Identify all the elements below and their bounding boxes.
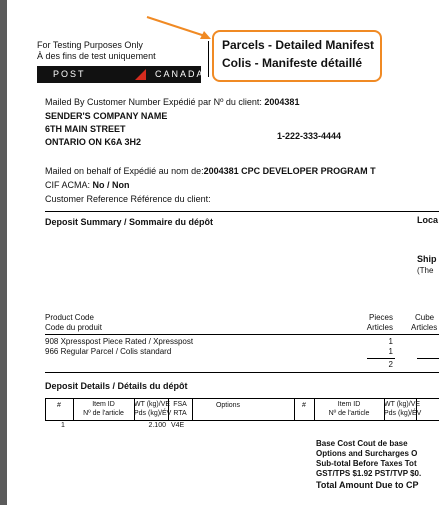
totals-subtotal: Sub-total Before Taxes Tot: [316, 459, 417, 468]
deposit-details-title: Deposit Details / Détails du dépôt: [45, 381, 188, 391]
totals-options: Options and Surcharges O: [316, 449, 418, 458]
sender-street: 6TH MAIN STREET: [45, 124, 126, 134]
details-col-wt-fr-2: Pds (kg)/ÉV: [384, 410, 422, 417]
totals-amount-due: Total Amount Due to CP: [316, 480, 419, 490]
sender-city: ONTARIO ON K6A 3H2: [45, 137, 142, 147]
summary-row-code: 966 Regular Parcel / Colis standard: [45, 347, 172, 356]
summary-total-pieces: 2: [388, 360, 393, 369]
title-fr: Colis - Manifeste détaillé: [222, 56, 363, 70]
logo-text-left: POST: [53, 69, 86, 79]
pieces-total-rule: [367, 358, 395, 359]
col-pieces-en: Pieces: [368, 313, 393, 322]
title-en: Parcels - Detailed Manifest: [222, 38, 375, 52]
details-header-bottom-rule: [45, 420, 439, 421]
testing-notice-fr: À des fins de test uniquement: [37, 51, 156, 61]
details-col-num: #: [57, 402, 61, 409]
mailed-on-behalf-label: Mailed on behalf of Expédié au nom de:: [45, 166, 204, 176]
customer-reference: Customer Reference Référence du client:: [45, 194, 211, 204]
cif-line: [45, 180, 130, 190]
col-pieces-fr: Articles: [366, 323, 393, 332]
summary-row-pieces: 1: [388, 337, 393, 346]
manifest-page: [7, 0, 439, 505]
details-col-num-2: #: [302, 402, 306, 409]
col-cube-fr: Articles: [411, 323, 438, 332]
testing-notice-en: For Testing Purposes Only: [37, 40, 143, 50]
sender-phone: 1-222-333-4444: [277, 131, 342, 141]
totals-base-cost: Base Cost Cout de base: [316, 439, 408, 448]
details-col-options: Options: [215, 402, 241, 409]
mailed-by-label: Mailed By Customer Number Expédié par Nº du client:: [45, 97, 262, 107]
totals-gst: GST/TPS $1.92 PST/TVP $0.: [316, 469, 422, 478]
details-col-fsa-fr: RTA: [173, 410, 187, 417]
annotation-arrow-icon: [145, 14, 217, 44]
details-col-item-en-2: Item ID: [337, 401, 361, 408]
col-product-code-en: Product Code: [45, 313, 94, 322]
cif-value: No / Non: [92, 180, 130, 190]
details-col-item-en: Item ID: [92, 401, 115, 408]
title-callout: [212, 30, 382, 82]
mailed-on-behalf-value: 2004381 CPC DEVELOPER PROGRAM T: [203, 166, 376, 176]
mailed-on-behalf-line: [45, 166, 376, 176]
details-col-fsa-en: FSA: [173, 401, 187, 408]
summary-row-code: 908 Xpresspost Piece Rated / Xpresspost: [45, 337, 194, 346]
ship-heading: Ship: [417, 254, 437, 264]
deposit-summary-title: Deposit Summary / Sommaire du dépôt: [45, 217, 214, 227]
summary-row-pieces: 1: [388, 347, 393, 356]
col-product-code-fr: Code du produit: [45, 323, 102, 332]
summary-top-rule: [45, 211, 439, 212]
cube-total-rule: [417, 358, 439, 359]
flag-icon: [135, 69, 146, 80]
cif-label: CIF ACMA:: [45, 180, 91, 190]
location-heading: Loca: [417, 215, 439, 225]
details-col-wt-en: WT (kg)/VE: [134, 401, 171, 408]
logo-text-right: CANADA: [155, 69, 205, 79]
mailed-by-number: 2004381: [264, 97, 300, 107]
canada-post-logo: [37, 66, 205, 83]
summary-header-rule: [45, 334, 439, 335]
mailed-by-line: [45, 97, 299, 107]
details-row-num: 1: [61, 422, 65, 429]
details-col-item-fr: Nº de l'article: [83, 410, 124, 417]
col-cube-en: Cube: [415, 313, 435, 322]
details-row-weight: 2.100: [148, 422, 166, 429]
details-row-fsa: V4E: [171, 422, 185, 429]
details-col-wt-fr: Pds (kg)/ÉV: [134, 410, 172, 417]
details-col-wt-en-2: WT (kg)/VE: [384, 401, 421, 408]
details-header-top-rule: [45, 398, 439, 399]
details-col-item-fr-2: Nº de l'article: [328, 410, 370, 417]
ship-subheading: (The: [417, 266, 434, 275]
summary-bottom-rule: [45, 372, 439, 373]
header-divider: [208, 41, 209, 77]
sender-name: SENDER'S COMPANY NAME: [45, 111, 168, 121]
